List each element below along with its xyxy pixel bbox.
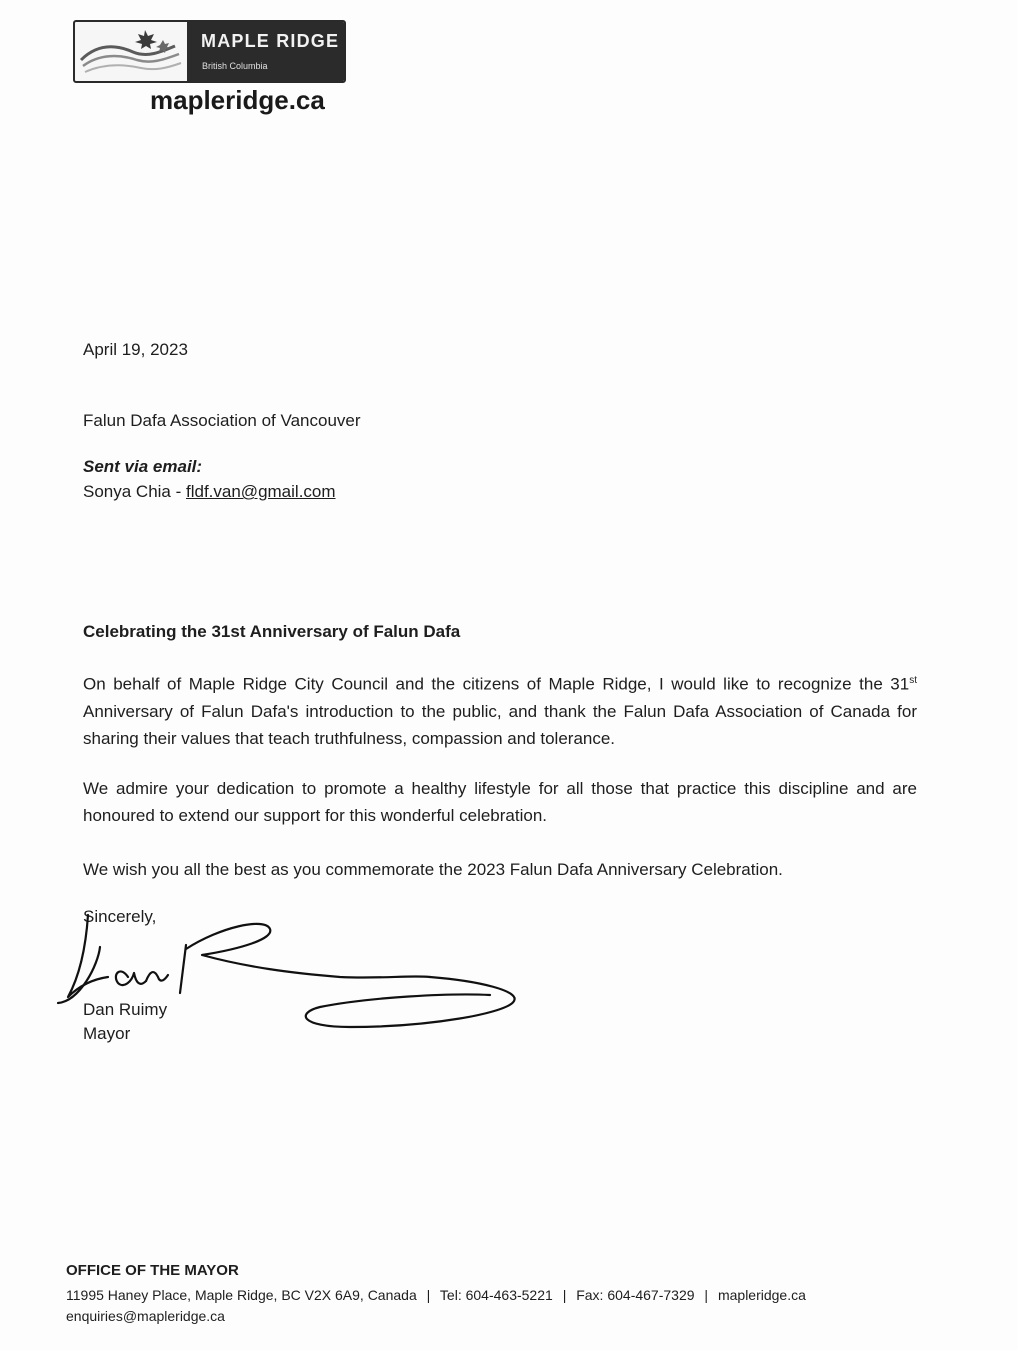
signer-name: Dan Ruimy [83,1000,168,1019]
footer-contact-line [66,1287,806,1303]
footer-separator: | [426,1287,431,1303]
paragraph-1-text-start: On behalf of Maple Ridge City Council and the citizens of Maple Ridge, I would like to recognize the 31 [83,674,910,694]
ordinal-superscript: st [909,675,917,686]
letter-subject: Celebrating the 31st Anniversary of Falun Dafa [83,622,461,641]
body-paragraph-1 [83,667,917,752]
recipient-contact [83,482,336,502]
footer-separator: | [704,1287,709,1303]
footer-office-title: OFFICE OF THE MAYOR [66,1262,239,1279]
contact-name: Sonya Chia - [83,482,186,501]
maple-leaf-river-logo-icon [75,22,187,81]
footer-address: 11995 Haney Place, Maple Ridge, BC V2X 6A9, Canada [66,1287,417,1303]
footer-email-link[interactable]: enquiries@mapleridge.ca [66,1308,225,1324]
footer-website-link[interactable]: mapleridge.ca [717,1287,806,1303]
body-paragraph-2: We admire your dedication to promote a healthy lifestyle for all those that practice this discipline and are honoured to extend our support for this wonderful celebration. [83,779,917,825]
footer-fax: Fax: 604-467-7329 [576,1287,695,1303]
paragraph-1-text-end: Anniversary of Falun Dafa's introduction to the public, and thank the Falun Dafa Association of Canada for sharing their values that teach truthfulness, compassion and tolerance. [83,701,917,748]
signer-title: Mayor [83,1024,131,1043]
delivery-method-label: Sent via email: [83,457,203,476]
recipient-organization: Falun Dafa Association of Vancouver [83,411,361,430]
letter-date: April 19, 2023 [83,340,188,359]
logo-province: British Columbia [202,61,268,71]
logo-city-name: MAPLE RIDGE [201,31,340,51]
footer-separator: | [562,1287,567,1303]
maple-ridge-logo [73,20,346,83]
body-paragraph-3: We wish you all the best as you commemorate the 2023 Falun Dafa Anniversary Celebration. [83,860,783,879]
letterhead-website[interactable]: mapleridge.ca [150,85,325,115]
contact-email-link[interactable]: fldf.van@gmail.com [186,482,336,501]
letter-closing: Sincerely, [83,907,157,926]
footer-telephone: Tel: 604-463-5221 [439,1287,553,1303]
logo-wordmark-panel [187,22,346,81]
